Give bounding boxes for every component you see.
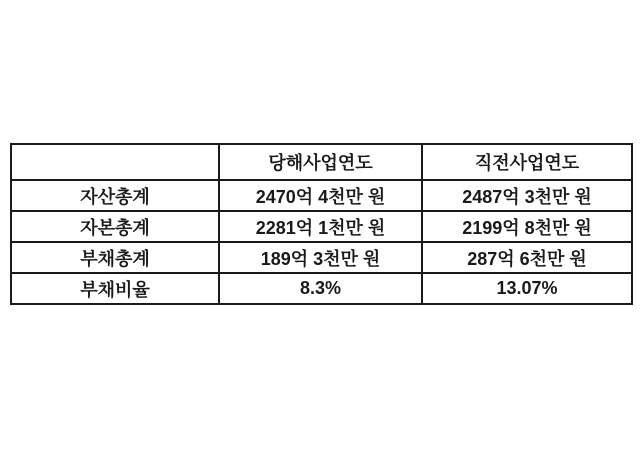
- cell-previous-value: 13.07%: [422, 273, 632, 304]
- cell-previous-value: 2487억 3천만 원: [422, 180, 632, 211]
- cell-current-value: 8.3%: [219, 273, 422, 304]
- header-current-fiscal-year: 당해사업연도: [219, 144, 422, 180]
- cell-current-value: 189억 3천만 원: [219, 242, 422, 273]
- header-empty-cell: [11, 144, 219, 180]
- financial-summary-table: [10, 143, 633, 305]
- row-label: 부채비율: [11, 273, 219, 304]
- cell-current-value: 2470억 4천만 원: [219, 180, 422, 211]
- row-label: 자산총계: [11, 180, 219, 211]
- table-row-total-equity: [11, 211, 632, 242]
- table-row-debt-ratio: [11, 273, 632, 304]
- row-label: 부채총계: [11, 242, 219, 273]
- table-header-row: [11, 144, 632, 180]
- table-row-total-liabilities: [11, 242, 632, 273]
- cell-previous-value: 2199억 8천만 원: [422, 211, 632, 242]
- cell-previous-value: 287억 6천만 원: [422, 242, 632, 273]
- row-label: 자본총계: [11, 211, 219, 242]
- header-previous-fiscal-year: 직전사업연도: [422, 144, 632, 180]
- table-row-total-assets: [11, 180, 632, 211]
- cell-current-value: 2281억 1천만 원: [219, 211, 422, 242]
